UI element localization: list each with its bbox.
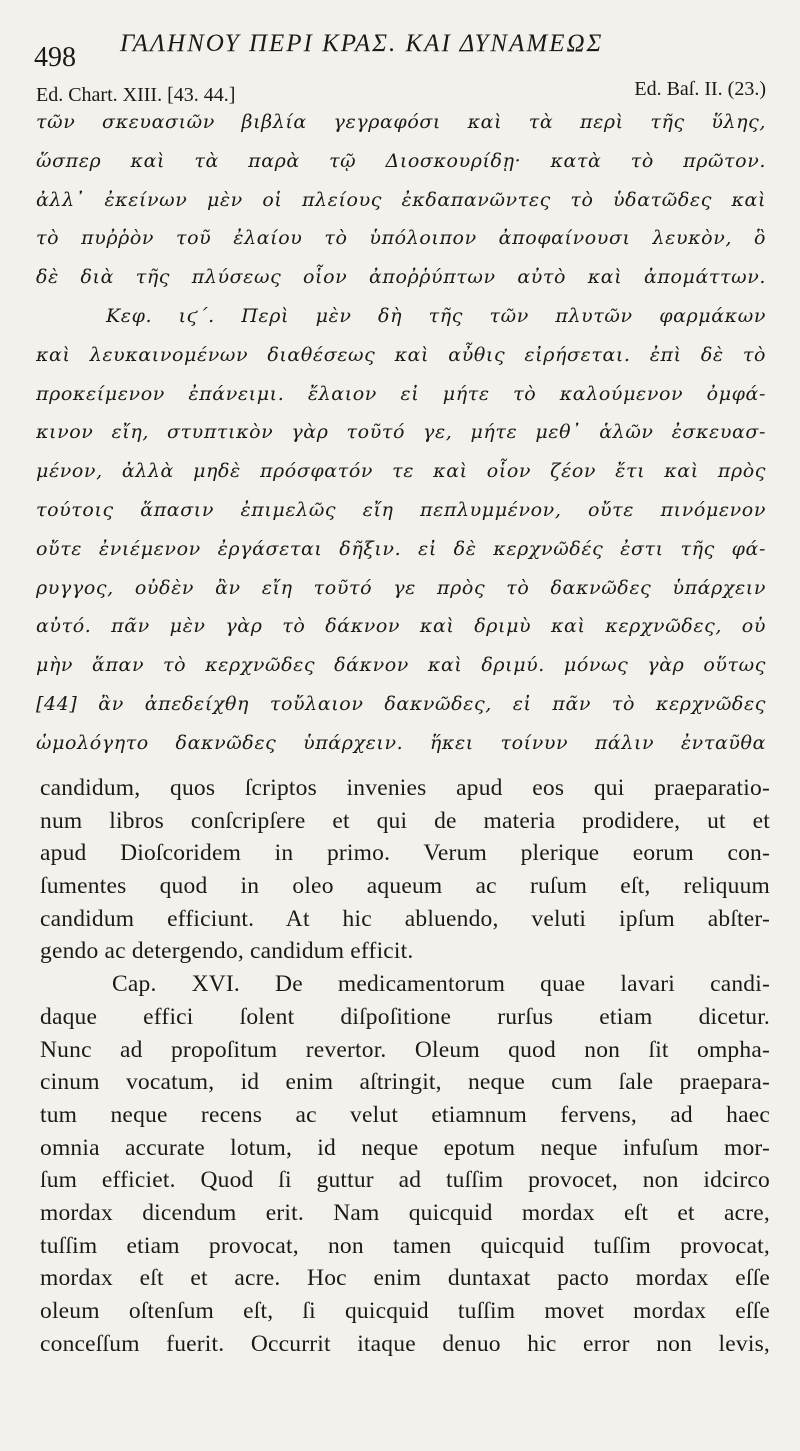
- latin-line: tum neque recens ac velut etiamnum fervens, ad haec: [40, 1101, 770, 1128]
- running-head: [30, 26, 770, 72]
- greek-line: οὔτε ἐνιέμενον ἐργάσεται δῆξιν. εἰ δὲ κερχνῶδές ἐστι τῆς φά-: [36, 537, 766, 560]
- latin-line: apud Dioſcoridem in primo. Verum plerique eorum con-: [40, 840, 770, 867]
- greek-line: μένον, ἀλλὰ μηδὲ πρόσφατόν τε καὶ οἷον ζέον ἔτι καὶ πρὸς: [36, 460, 766, 483]
- running-title: ΓΑΛΗΝΟΥ ΠΕΡΙ ΚΡΑΣ. ΚΑΙ ΔΥΝΑΜΕΩΣ: [120, 30, 604, 57]
- greek-line: τῶν σκευασιῶν βιβλία γεγραφόσι καὶ τὰ περὶ τῆς ὕλης,: [36, 111, 766, 133]
- greek-line: ὡμολόγητο δακνῶδες ὑπάρχειν. ἥκει τοίνυν πάλιν ἐνταῦθα: [36, 731, 766, 754]
- latin-line: conceſſum fuerit. Occurrit itaque denuo hic error non levis,: [40, 1330, 770, 1357]
- greek-line: δὲ διὰ τῆς πλύσεως οἷον ἀποῤῥύπτων αὐτὸ καὶ ἀπομάττων.: [36, 266, 766, 289]
- greek-line: ἀλλ᾽ ἐκείνων μὲν οἱ πλείους ἐκδαπανῶντες τὸ ὑδατῶδες καὶ: [36, 188, 766, 211]
- greek-line: ρυγγος, οὐδὲν ἂν εἴη τοῦτό γε πρὸς τὸ δακνῶδες ὑπάρχειν: [36, 576, 766, 599]
- latin-line: mordax dicendum erit. Nam quicquid mordax eſt et acre,: [40, 1199, 770, 1226]
- latin-line: cinum vocatum, id enim aſtringit, neque cum ſale praepara-: [40, 1069, 770, 1096]
- latin-line: mordax eſt et acre. Hoc enim duntaxat pacto mordax eſſe: [40, 1265, 770, 1292]
- latin-line: candidum efficiunt. At hic abluendo, veluti ipſum abſter-: [40, 905, 770, 932]
- greek-text-block: [36, 103, 766, 763]
- latin-line: oleum oſtenſum eſt, ſi quicquid tuſſim movet mordax eſſe: [40, 1298, 770, 1324]
- latin-text-block: [40, 772, 770, 1360]
- page-number: 498: [34, 42, 76, 73]
- edition-chartier-reference: Ed. Chart. XIII. [43. 44.]: [36, 84, 236, 106]
- greek-line: καὶ λευκαινομένων διαθέσεως καὶ αὖθις εἰρήσεται. ἐπὶ δὲ τὸ: [36, 343, 766, 366]
- greek-line: αὐτό. πᾶν μὲν γὰρ τὸ δάκνον καὶ δριμὺ καὶ κερχνῶδες, οὐ: [36, 615, 766, 638]
- latin-line: omnia accurate lotum, id neque epotum neque infuſum mor-: [40, 1134, 770, 1161]
- edition-basel-reference: Ed. Baſ. II. (23.): [634, 78, 766, 100]
- greek-line: προκείμενον ἐπάνειμι. ἔλαιον εἰ μήτε τὸ καλούμενον ὀμφά-: [36, 382, 766, 405]
- greek-line: ὥσπερ καὶ τὰ παρὰ τῷ Διοσκουρίδῃ· κατὰ τὸ πρῶτον.: [36, 149, 766, 172]
- greek-line: τὸ πυῤῥὸν τοῦ ἐλαίου τὸ ὑπόλοιπον ἀποφαίνουσι λευκὸν, ὃ: [36, 227, 766, 250]
- greek-line: τούτοις ἅπασιν ἐπιμελῶς εἴη πεπλυμμένον, οὔτε πινόμενον: [36, 498, 766, 521]
- latin-line: ſum efficiet. Quod ſi guttur ad tuſſim provocet, non idcirco: [40, 1167, 770, 1194]
- greek-chapter-heading-line: Κεφ. ιϛ΄. Περὶ μὲν δὴ τῆς τῶν πλυτῶν φαρμάκων: [106, 304, 766, 327]
- latin-line: num libros conſcripſere et qui de materia prodidere, ut et: [40, 807, 770, 834]
- latin-chapter-heading-line: Cap. XVI. De medicamentorum quae lavari candi-: [112, 971, 770, 998]
- latin-line: tuſſim etiam provocat, non tamen quicquid tuſſim provocat,: [40, 1232, 770, 1259]
- latin-line: daque effici ſolent diſpoſitione rurſus etiam dicetur.: [40, 1003, 770, 1030]
- greek-line: [44] ἂν ἀπεδείχθη τοὔλαιον δακνῶδες, εἰ πᾶν τὸ κερχνῶδες: [36, 692, 766, 715]
- greek-line: μὴν ἅπαν τὸ κερχνῶδες δάκνον καὶ δριμύ. μόνως γὰρ οὕτως: [36, 654, 766, 677]
- latin-line: gendo ac detergendo, candidum efficit.: [40, 938, 414, 965]
- latin-line: candidum, quos ſcriptos invenies apud eos qui praeparatio-: [40, 775, 770, 801]
- greek-line: κινον εἴη, στυπτικὸν γὰρ τοῦτό γε, μήτε μεθ᾽ ἁλῶν ἐσκευασ-: [36, 421, 766, 444]
- latin-line: ſumentes quod in oleo aqueum ac ruſum eſt, reliquum: [40, 873, 770, 900]
- latin-line: Nunc ad propoſitum revertor. Oleum quod non ſit ompha-: [40, 1036, 770, 1063]
